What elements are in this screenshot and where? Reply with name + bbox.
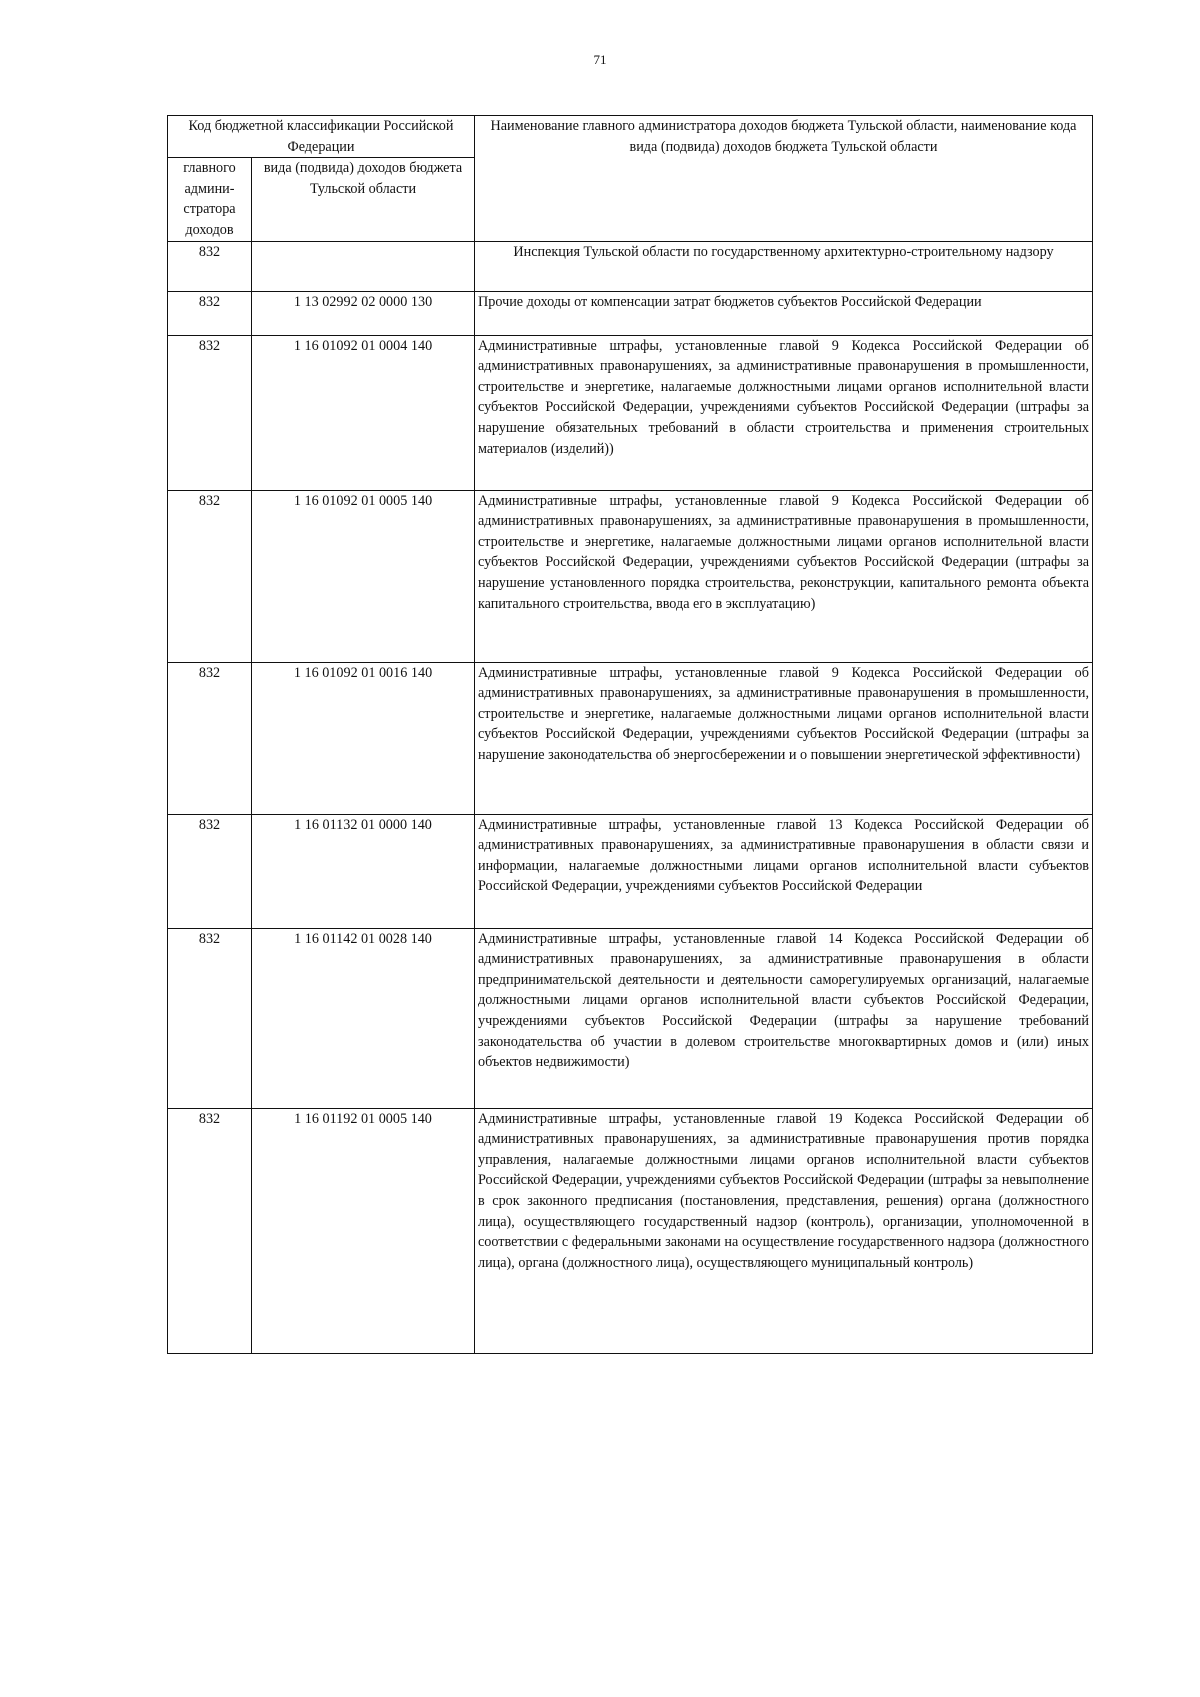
income-name-cell: Административные штрафы, установленные главой 14 Кодекса Российской Федерации об административных правонарушениях, за административные правонарушения в области предпринимательской деятельности и деятельности саморегулируемых организаций, налагаемые должностными лицами органов исполнительной власти субъектов Российской Федерации, учреждениями субъектов Российской Федерации (штрафы за нарушение требований законодательства об участии в долевом строительстве многоквартирных домов и (или) иных объектов недвижимости) [475, 928, 1093, 1108]
income-name-cell: Инспекция Тульской области по государственному архитектурно-строительному надзору [475, 241, 1093, 291]
table-row [168, 928, 1093, 1108]
income-code-cell: 1 16 01092 01 0005 140 [252, 490, 475, 662]
table-row [168, 335, 1093, 490]
income-name-cell: Административные штрафы, установленные главой 9 Кодекса Российской Федерации об административных правонарушениях, за административные правонарушения в промышленности, строительстве и энергетике, налагаемые должностными лицами органов исполнительной власти субъектов Российской Федерации, учреждениями субъектов Российской Федерации (штрафы за нарушение установленного порядка строительства, реконструкции, капитального ремонта объекта капитального строительства, ввода его в эксплуатацию) [475, 490, 1093, 662]
table-row [168, 1108, 1093, 1353]
admin-code-cell: 832 [168, 814, 252, 928]
income-code-cell [252, 241, 475, 291]
income-code-cell: 1 16 01142 01 0028 140 [252, 928, 475, 1108]
table-row [168, 814, 1093, 928]
header-name-column: Наименование главного администратора доходов бюджета Тульской области, наименование кода вида (подвида) доходов бюджета Тульской области [475, 116, 1093, 242]
income-code-cell: 1 13 02992 02 0000 130 [252, 291, 475, 335]
admin-code-cell: 832 [168, 928, 252, 1108]
admin-code-cell: 832 [168, 335, 252, 490]
table-row [168, 291, 1093, 335]
header-row-top [168, 116, 1093, 158]
table-row [168, 662, 1093, 814]
page-number: 71 [593, 52, 607, 67]
budget-classification-table [167, 115, 1093, 1354]
header-admin-column: главного админи-стратора доходов [168, 158, 252, 241]
admin-code-cell: 832 [168, 291, 252, 335]
header-code-group: Код бюджетной классификации Российской Федерации [168, 116, 475, 158]
income-name-cell: Административные штрафы, установленные главой 9 Кодекса Российской Федерации об административных правонарушениях, за административные правонарушения в промышленности, строительстве и энергетике, налагаемые должностными лицами органов исполнительной власти субъектов Российской Федерации, учреждениями субъектов Российской Федерации (штрафы за нарушение законодательства об энергосбережении и о повышении энергетической эффективности) [475, 662, 1093, 814]
income-code-cell: 1 16 01192 01 0005 140 [252, 1108, 475, 1353]
header-code-column: вида (подвида) доходов бюджета Тульской области [252, 158, 475, 241]
income-code-cell: 1 16 01092 01 0016 140 [252, 662, 475, 814]
admin-code-cell: 832 [168, 241, 252, 291]
admin-code-cell: 832 [168, 1108, 252, 1353]
table-row [168, 490, 1093, 662]
income-code-cell: 1 16 01092 01 0004 140 [252, 335, 475, 490]
income-name-cell: Административные штрафы, установленные главой 19 Кодекса Российской Федерации об административных правонарушениях, за административные правонарушения против порядка управления, налагаемые должностными лицами органов исполнительной власти субъектов Российской Федерации, учреждениями субъектов Российской Федерации (штрафы за невыполнение в срок законного предписания (постановления, представления, решения) органа (должностного лица), осуществляющего государственный надзор (контроль), организации, уполномоченной в соответствии с федеральными законами на осуществление государственного надзора (должностного лица), органа (должностного лица), осуществляющего муниципальный контроль) [475, 1108, 1093, 1353]
income-name-cell: Прочие доходы от компенсации затрат бюджетов субъектов Российской Федерации [475, 291, 1093, 335]
admin-code-cell: 832 [168, 490, 252, 662]
income-name-cell: Административные штрафы, установленные главой 13 Кодекса Российской Федерации об административных правонарушениях, за административные правонарушения в области связи и информации, налагаемые должностными лицами органов исполнительной власти субъектов Российской Федерации, учреждениями субъектов Российской Федерации [475, 814, 1093, 928]
table-row [168, 241, 1093, 291]
income-name-cell: Административные штрафы, установленные главой 9 Кодекса Российской Федерации об административных правонарушениях, за административные правонарушения в промышленности, строительстве и энергетике, налагаемые должностными лицами органов исполнительной власти субъектов Российской Федерации, учреждениями субъектов Российской Федерации (штрафы за нарушение обязательных требований в области строительства и применения строительных материалов (изделий)) [475, 335, 1093, 490]
income-code-cell: 1 16 01132 01 0000 140 [252, 814, 475, 928]
admin-code-cell: 832 [168, 662, 252, 814]
